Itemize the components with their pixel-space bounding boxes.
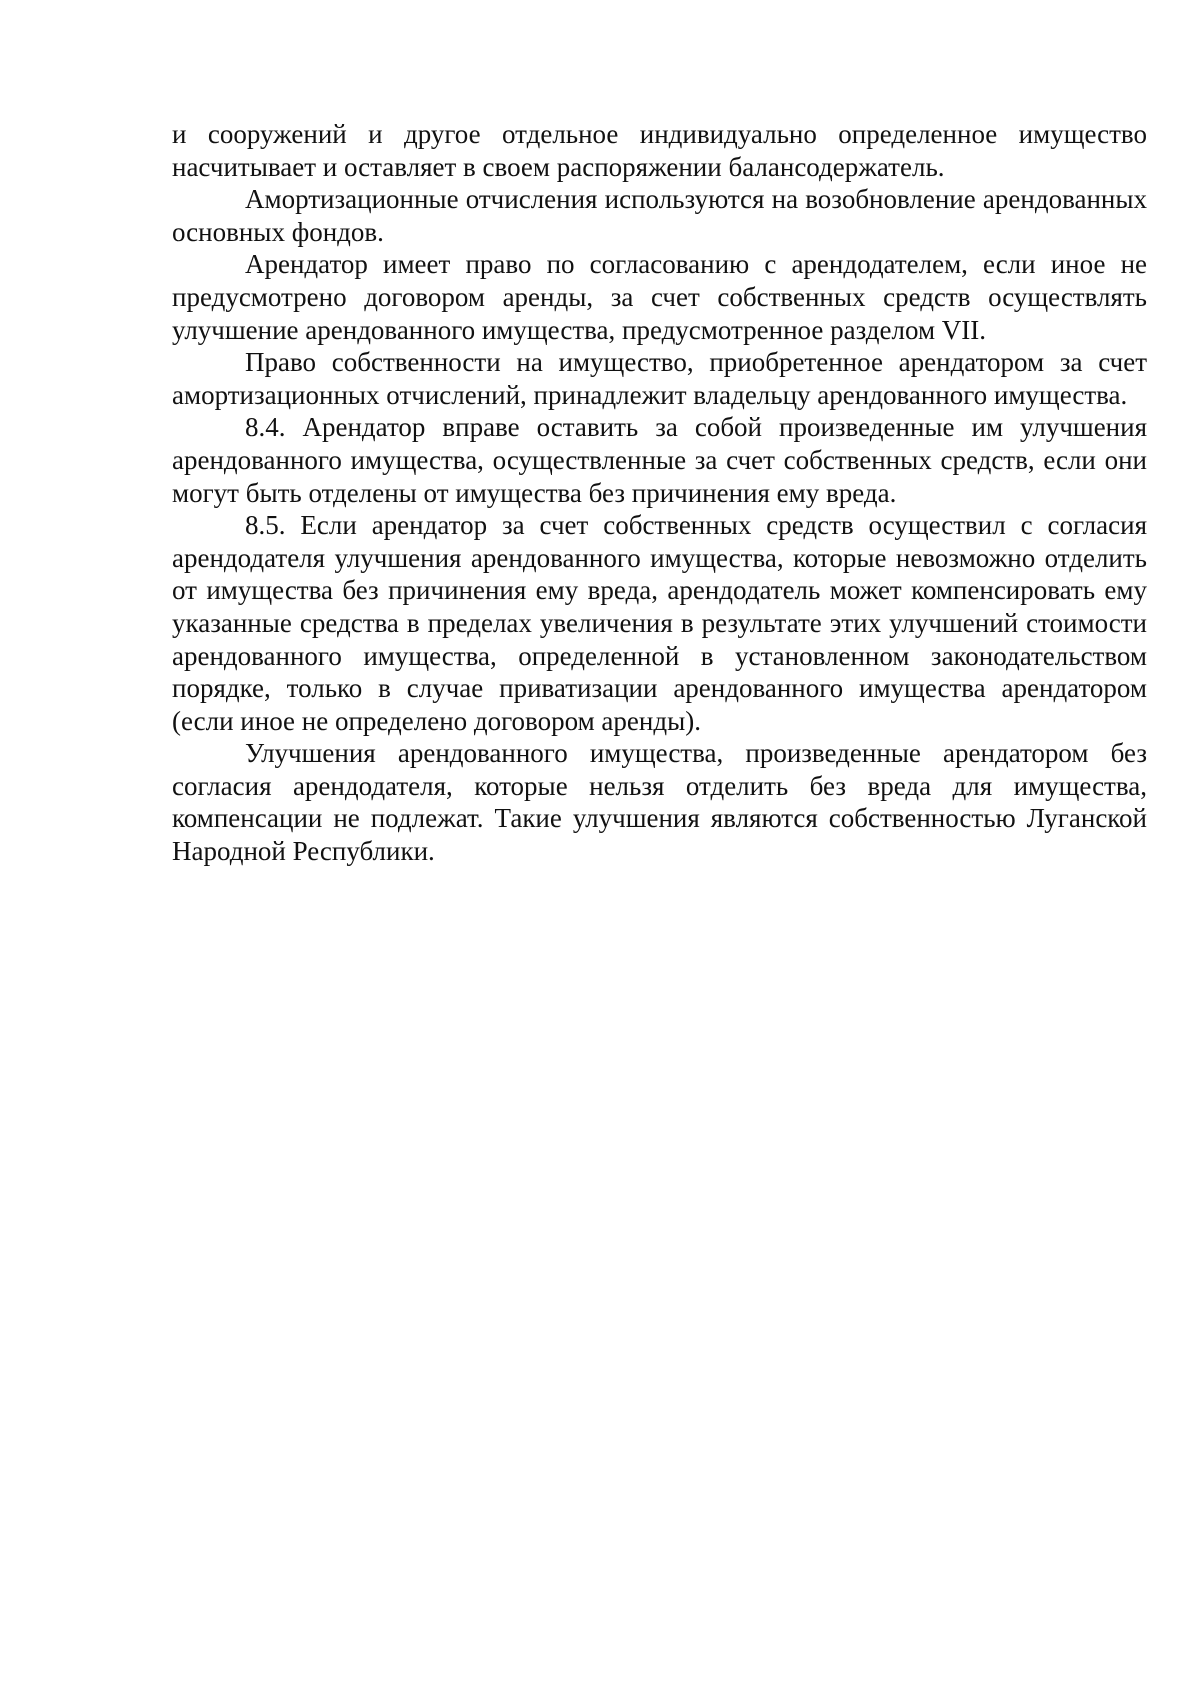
paragraph-ownership-right: Право собственности на имущество, приобретенное арендатором за счет амортизационных отчислений, принадлежит владельцу арендованного имущества. bbox=[172, 347, 1147, 410]
document-body bbox=[172, 118, 1147, 868]
paragraph-tenant-improvement-right: Арендатор имеет право по согласованию с арендодателем, если иное не предусмотрено договором аренды, за счет собственных средств осуществлять улучшение арендованного имущества, предусмотренное разделом VII. bbox=[172, 249, 1147, 345]
paragraph-continuation: и сооружений и другое отдельное индивидуально определенное имущество насчитывает и оставляет в своем распоряжении балансодержатель. bbox=[172, 119, 1147, 182]
paragraph-section-8-4: 8.4. Арендатор вправе оставить за собой произведенные им улучшения арендованного имущества, осуществленные за счет собственных средств, если они могут быть отделены от имущества без причинения ему вреда. bbox=[172, 412, 1147, 508]
paragraph-section-8-5: 8.5. Если арендатор за счет собственных средств осуществил с согласия арендодателя улучшения арендованного имущества, которые невозможно отделить от имущества без причинения ему вреда, арендодатель может компенсировать ему указанные средства в пределах увеличения в результате этих улучшений стоимости арендованного имущества, определенной в установленном законодательством порядке, только в случае приватизации арендованного имущества арендатором (если иное не определено договором аренды). bbox=[172, 510, 1147, 736]
paragraph-depreciation-use: Амортизационные отчисления используются на возобновление арендованных основных фондов. bbox=[172, 184, 1147, 247]
paragraph-unauthorized-improvements: Улучшения арендованного имущества, произведенные арендатором без согласия арендодателя, которые нельзя отделить без вреда для имущества, компенсации не подлежат. Такие улучшения являются собственностью Луганской Народной Республики. bbox=[172, 738, 1147, 867]
